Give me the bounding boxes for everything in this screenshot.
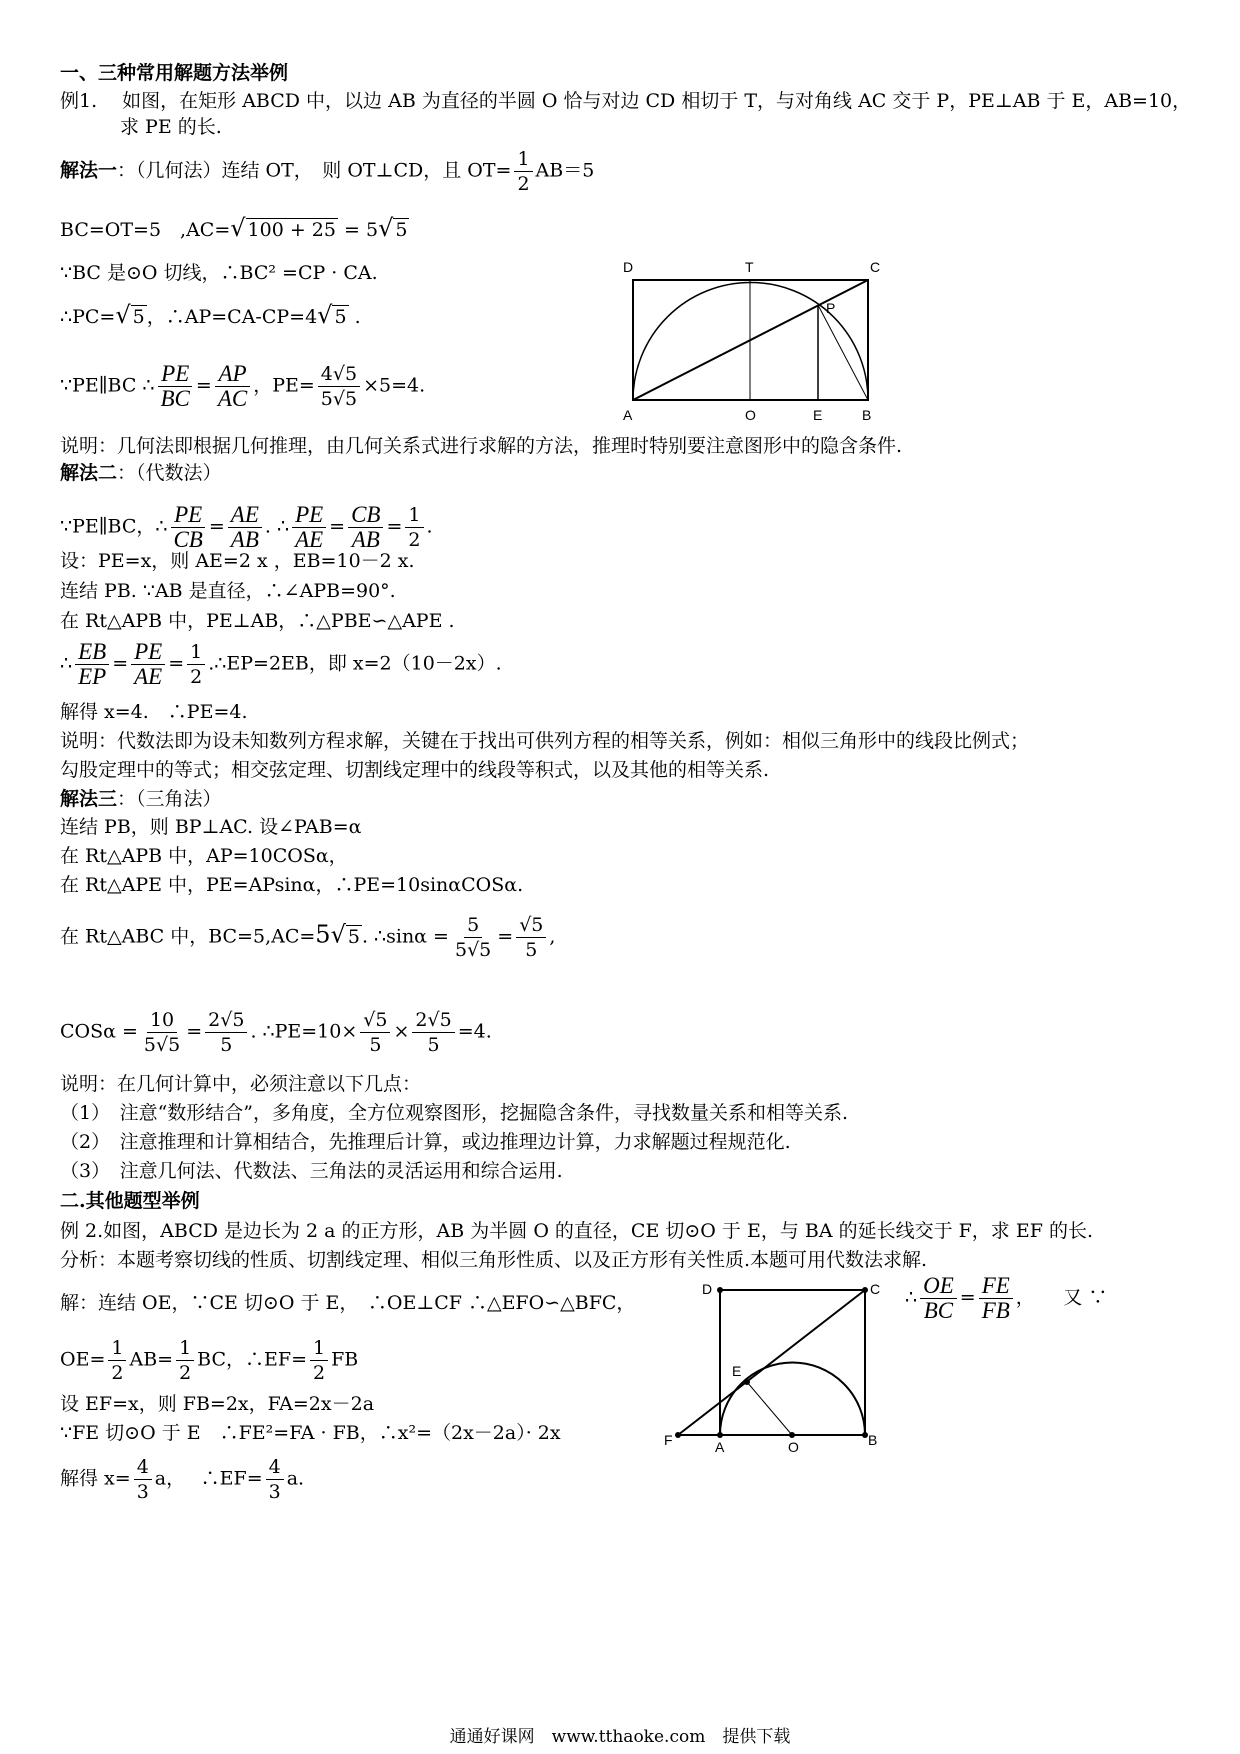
note-2a: 说明：代数法即为设未知数列方程求解，关键在于找出可供列方程的相等关系，例如：相似三角形中的线段比例式； [60,730,1030,752]
method-2-line1: ∵PE∥BC，∴ $\frac{PE}{CB}$ = $\frac{AE}{AB}$ . ∴ $\frac{PE}{AE}$ = $\frac{CB}{AB}$ = $\frac{1}{2}$ . [60,502,433,552]
line-fc [678,1290,865,1435]
method-2-line5: ∴ $\frac{EB}{EP}$ = $\frac{PE}{AE}$ = $\frac{1}{2}$ .∴EP=2EB，即 x=2（10－2x）. [60,639,502,689]
figure-1 [618,250,888,425]
method-3-line3: 在 Rt△APE 中，PE=APsinα，∴PE=10sinαCOSα. [60,874,524,896]
method-1-title: 解法一 [60,159,118,182]
method-3-line4: 在 Rt△ABC 中，BC=5,AC=5√ 5 . ∴sinα = $\frac{5}{5√5}$ = $\frac{√5}{5}$ , [60,914,556,961]
note-3: 说明：在几何计算中，必须注意以下几点： [60,1073,422,1095]
method-2-line4: 在 Rt△APB 中，PE⊥AB，∴△PBE∽△APE . [60,610,455,632]
label-c: C [870,259,881,275]
example-2: 例 2.如图，ABCD 是边长为 2 a 的正方形，AB 为半圆 O 的直径，CE 切⊙O 于 E，与 BA 的延长线交于 F，求 EF 的长. [60,1220,1093,1242]
method-1-line2: BC=OT=5 ,AC=√ 100 + 25 = 5√ 5 [60,214,408,242]
label-f: F [664,1432,673,1448]
label-e: E [732,1363,742,1379]
method-2-line3: 连结 PB. ∵AB 是直径，∴∠APB=90°. [60,580,396,602]
footer: 通通好课网 www.tthaoke.com 提供下载 [449,1727,791,1747]
fraction: $\frac{1}{2}$ [514,147,532,196]
note-3-item-2: （2） 注意推理和计算相结合，先推理后计算，或边推理边计算，力求解题过程规范化. [60,1131,791,1153]
note-3-item-3: （3） 注意几何法、代数法、三角法的灵活运用和综合运用. [60,1160,563,1182]
label-e: E [813,407,823,423]
semicircle [720,1363,865,1436]
method-2-line2: 设：PE=x，则 AE=2 x ，EB=10－2 x. [60,550,415,572]
method-3-line5: COSα = $\frac{10}{5√5}$ = $\frac{2√5}{5}$ . ∴PE=10× $\frac{√5}{5}$ × $\frac{2√5}{5}$ =4. [60,1009,492,1056]
figure-2 [660,1280,890,1470]
section-2-title: 二.其他题型举例 [60,1190,200,1212]
label-o: O [788,1439,799,1455]
solution-line4: ∵FE 切⊙O 于 E ∴FE²=FA · FB，∴x²=（2x－2a）· 2x [60,1422,561,1444]
solution-line5: 解得 x= $\frac{4}{3}$ a， ∴EF= $\frac{4}{3}$ a. [60,1456,305,1503]
method-1-line1: 解法一：（几何法）连结 OT， 则 OT⊥CD，且 OT= $\frac{1}{2}$ AB＝5 [60,148,595,195]
example-1-line2: 求 PE 的长. [120,116,222,138]
label-t: T [745,259,754,275]
method-1-line3: ∵BC 是⊙O 切线，∴BC² =CP · CA. [60,262,378,284]
segment-oe [747,1382,792,1435]
method-1-line4: ∴PC=√ 5 ，∴AP=CA-CP=4√ 5 . [60,301,361,329]
example-1-line1: 例1. 如图，在矩形 ABCD 中，以边 AB 为直径的半圆 O 恰与对边 CD 相切于 T，与对角线 AC 交于 P，PE⊥AB 于 E，AB=10， [60,90,1192,112]
label-a: A [623,407,633,423]
label-b: B [862,407,872,423]
label-d: D [623,259,634,275]
label-p: P [826,300,836,316]
label-a: A [715,1439,725,1455]
method-3-line2: 在 Rt△APB 中，AP=10COSα， [60,845,348,867]
solution-line1-right: ∴ $\frac{OE}{BC}$ = $\frac{FE}{FB}$ ， 又 ∵ [905,1273,1108,1323]
label-d: D [702,1281,713,1297]
method-2-heading: 解法二：（代数法） [60,462,222,484]
label-b: B [868,1432,878,1448]
method-1-line5: ∵PE∥BC ∴ $\frac{PE}{BC}$ = $\frac{AP}{AC}$ ，PE= $\frac{4√5}{5√5}$ ×5=4. [60,361,426,411]
method-3-line1: 连结 PB，则 BP⊥AC. 设∠PAB=α [60,816,362,838]
label-o: O [745,407,756,423]
solution-line1: 解：连结 OE，∵CE 切⊙O 于 E， ∴OE⊥CF ∴△EFO∽△BFC， [60,1292,636,1314]
analysis: 分析：本题考察切线的性质、切割线定理、相似三角形性质、以及正方形有关性质.本题可用代数法求解. [60,1249,928,1271]
solution-line3: 设 EF=x，则 FB=2x，FA=2x－2a [60,1393,375,1415]
note-2b: 勾股定理中的等式；相交弦定理、切割线定理中的线段等积式，以及其他的相等关系. [60,759,770,781]
method-2-line6: 解得 x=4. ∴PE=4. [60,701,248,723]
section-1-title: 一、三种常用解题方法举例 [60,62,289,84]
note-1: 说明：几何法即根据几何推理，由几何关系式进行求解的方法，推理时特别要注意图形中的隐含条件. [60,435,903,457]
solution-line2: OE= $\frac{1}{2}$ AB= $\frac{1}{2}$ BC，∴EF= $\frac{1}{2}$ FB [60,1337,359,1384]
method-3-heading: 解法三：（三角法） [60,788,222,810]
label-c: C [870,1281,881,1297]
segment-pb [818,305,868,400]
note-3-item-1: （1） 注意“数形结合”，多角度，全方位观察图形，挖掘隐含条件，寻找数量关系和相等关系. [60,1102,849,1124]
